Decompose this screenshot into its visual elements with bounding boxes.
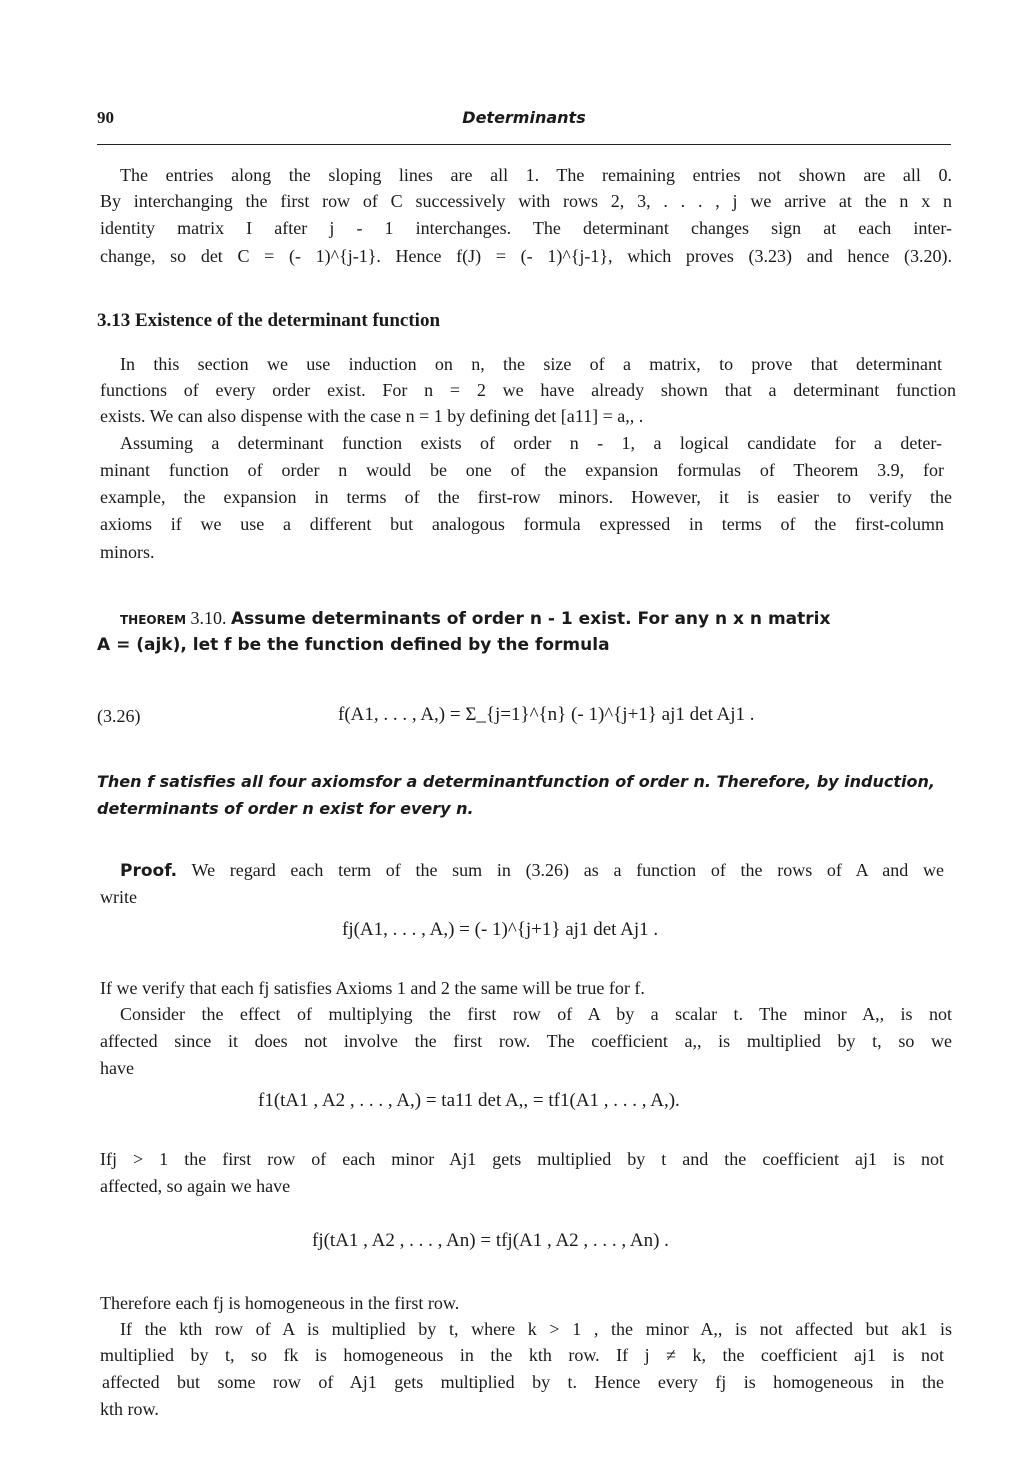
para3-line-5: minors. xyxy=(100,542,155,562)
formula-homogeneous-first: f1(tA1 , A2 , . . . , A,) = ta11 det A,, = tf1(A1 , . . . , A,). xyxy=(258,1090,680,1111)
para4-line-4: have xyxy=(100,1058,134,1078)
para2-line-2: functions of every order exist. For n = 2 we have already shown that a determinant function xyxy=(100,380,956,400)
proof-line-1 xyxy=(120,858,944,883)
para6-line-2: If the kth row of A is multiplied by t, where k > 1 , the minor A,, is not affected but ak1 is xyxy=(120,1319,952,1339)
page-number: 90 xyxy=(97,108,114,127)
equation-number: (3.26) xyxy=(97,706,141,726)
para5-line-1: Ifj > 1 the first row of each minor Aj1 gets multiplied by t and the coefficient aj1 is not xyxy=(100,1149,944,1169)
proof-formula: fj(A1, . . . , A,) = (- 1)^{j+1} aj1 det Aj1 . xyxy=(342,919,659,940)
section-heading: 3.13 Existence of the determinant function xyxy=(97,310,441,331)
para2-line-3: exists. We can also dispense with the case n = 1 by defining det [a11] = a,, . xyxy=(100,406,644,426)
running-title: Determinants xyxy=(462,108,586,127)
equation-3-26: f(A1, . . . , A,) = Σ_{j=1}^{n} (- 1)^{j+1} aj1 det Aj1 . xyxy=(338,704,755,725)
proof-line-2: write xyxy=(100,887,137,907)
para2-line-1: In this section we use induction on n, the size of a matrix, to prove that determinant xyxy=(120,354,942,374)
proof-label: Proof. xyxy=(120,861,178,881)
page-header xyxy=(97,108,951,148)
para6-line-3: multiplied by t, so fk is homogeneous in the kth row. If j ≠ k, the coefficient aj1 is not xyxy=(100,1345,944,1365)
theorem-number: 3.10. xyxy=(190,608,227,628)
theorem-conclusion-1: Then f satisfies all four axiomsfor a determinantfunction of order n. Therefore, by induction, xyxy=(97,772,935,791)
para6-line-5: kth row. xyxy=(100,1399,159,1419)
para1-line-2: By interchanging the first row of C successively with rows 2, 3, . . . , j we arrive at the n x n xyxy=(100,191,952,211)
para1-line-1: The entries along the sloping lines are all 1. The remaining entries not shown are all 0. xyxy=(120,165,952,185)
para6-line-1: Therefore each fj is homogeneous in the first row. xyxy=(100,1293,460,1313)
para4-line-2: Consider the effect of multiplying the first row of A by a scalar t. The minor A,, is not xyxy=(120,1004,952,1024)
para6-line-4: affected but some row of Aj1 gets multiplied by t. Hence every fj is homogeneous in the xyxy=(102,1372,944,1392)
theorem-conclusion-2: determinants of order n exist for every n. xyxy=(97,799,474,818)
proof-text-1: We regard each term of the sum in (3.26) as a function of the rows of A and we xyxy=(191,860,944,880)
header-rule xyxy=(97,144,951,145)
theorem-label: THEOREM xyxy=(120,613,187,627)
para4-line-3: affected since it does not involve the first row. The coefficient a,, is multiplied by t, so we xyxy=(100,1031,952,1051)
para1-line-3: identity matrix I after j - 1 interchanges. The determinant changes sign at each inter- xyxy=(100,218,952,238)
theorem-statement-1: Assume determinants of order n - 1 exist. For any n x n matrix xyxy=(231,609,831,629)
para3-line-2: minant function of order n would be one of the expansion formulas of Theorem 3.9, for xyxy=(100,460,944,480)
para3-line-3: example, the expansion in terms of the first-row minors. However, it is easier to verify the xyxy=(100,487,952,507)
theorem-statement-2: A = (ajk), let f be the function defined by the formula xyxy=(97,635,610,655)
para5-line-2: affected, so again we have xyxy=(100,1176,291,1196)
para3-line-4: axioms if we use a different but analogous formula expressed in terms of the first-column xyxy=(100,514,944,534)
theorem-line-1 xyxy=(97,608,951,629)
formula-homogeneous-j: fj(tA1 , A2 , . . . , An) = tfj(A1 , A2 , . . . , An) . xyxy=(312,1230,669,1251)
para3-line-1: Assuming a determinant function exists of order n - 1, a logical candidate for a deter- xyxy=(120,433,942,453)
para4-line-1: If we verify that each fj satisfies Axioms 1 and 2 the same will be true for f. xyxy=(100,978,645,998)
para1-line-4: change, so det C = (- 1)^{j-1}. Hence f(J) = (- 1)^{j-1}, which proves (3.23) and hence (3.20). xyxy=(100,246,952,266)
